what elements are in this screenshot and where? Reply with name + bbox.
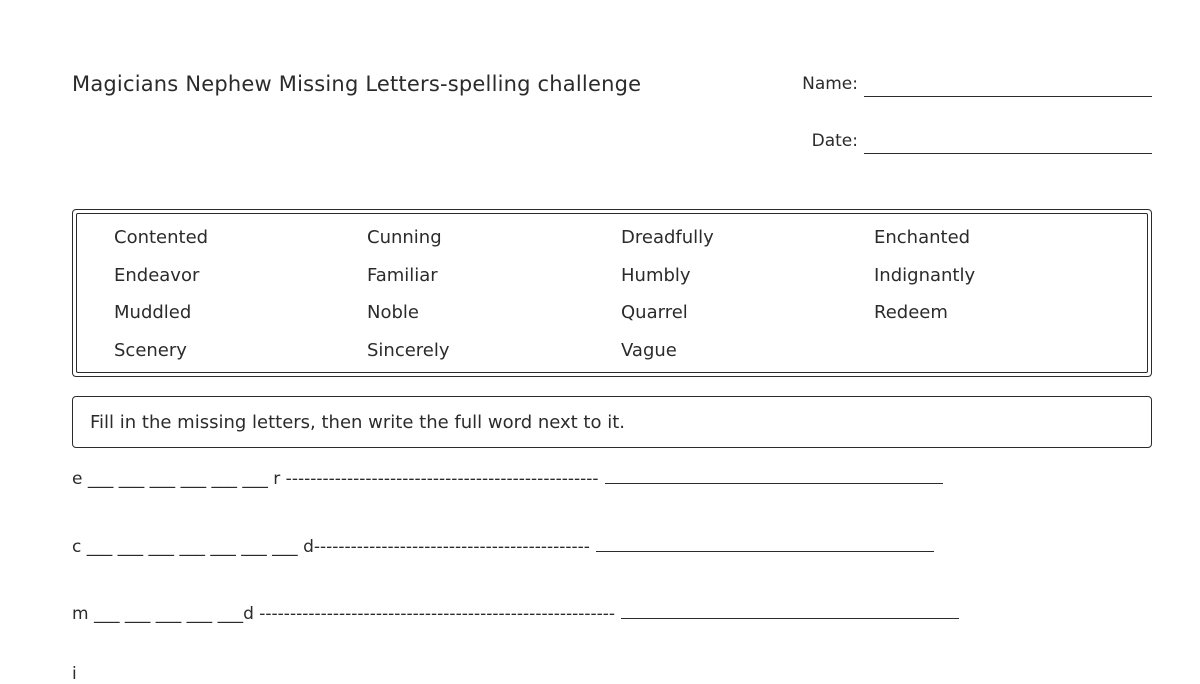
puzzle-row [72,604,959,624]
word-bank-item: Muddled [114,302,192,324]
date-field[interactable] [812,131,1152,151]
instructions-box [72,396,1152,448]
word-bank-item: Quarrel [621,302,688,324]
puzzle-row [72,664,77,684]
puzzle-prompt: c ___ ___ ___ ___ ___ ___ ___ d--------------------------------------------- [72,537,590,557]
word-bank [72,209,1152,377]
puzzle-row [72,469,943,489]
word-bank-grid [114,227,1127,378]
answer-line[interactable] [596,551,934,552]
puzzle-row [72,537,934,557]
word-bank-item: Familiar [367,264,438,286]
word-bank-item: Noble [367,302,419,324]
word-bank-item: Dreadfully [621,227,714,248]
word-bank-item: Contented [114,227,209,248]
word-bank-item: Indignantly [874,264,976,286]
name-label: Name: [802,74,858,94]
word-bank-item: Endeavor [114,264,200,286]
puzzle-prompt: i [72,664,77,684]
date-label: Date: [811,131,858,151]
word-bank-item: Vague [621,340,677,362]
instructions-text: Fill in the missing letters, then write the full word next to it. [90,411,626,433]
worksheet-title: Magicians Nephew Missing Letters-spelling challenge [72,72,642,96]
word-bank-inner-border [76,213,1148,373]
word-bank-item: Humbly [621,264,691,286]
name-field[interactable] [802,74,1152,94]
word-bank-item: Enchanted [874,227,971,248]
answer-line[interactable] [621,618,959,619]
puzzle-prompt: m ___ ___ ___ ___ ___d ---------------------------------------------------------- [72,604,616,624]
name-blank-line[interactable] [864,96,1152,97]
date-blank-line[interactable] [864,153,1152,154]
word-bank-item: Scenery [114,340,187,362]
puzzle-prompt: e ___ ___ ___ ___ ___ ___ r --------------------------------------------------- [72,469,599,489]
answer-line[interactable] [605,483,943,484]
word-bank-item: Sincerely [367,340,450,362]
word-bank-item: Cunning [367,227,442,248]
word-bank-item: Redeem [874,302,948,324]
